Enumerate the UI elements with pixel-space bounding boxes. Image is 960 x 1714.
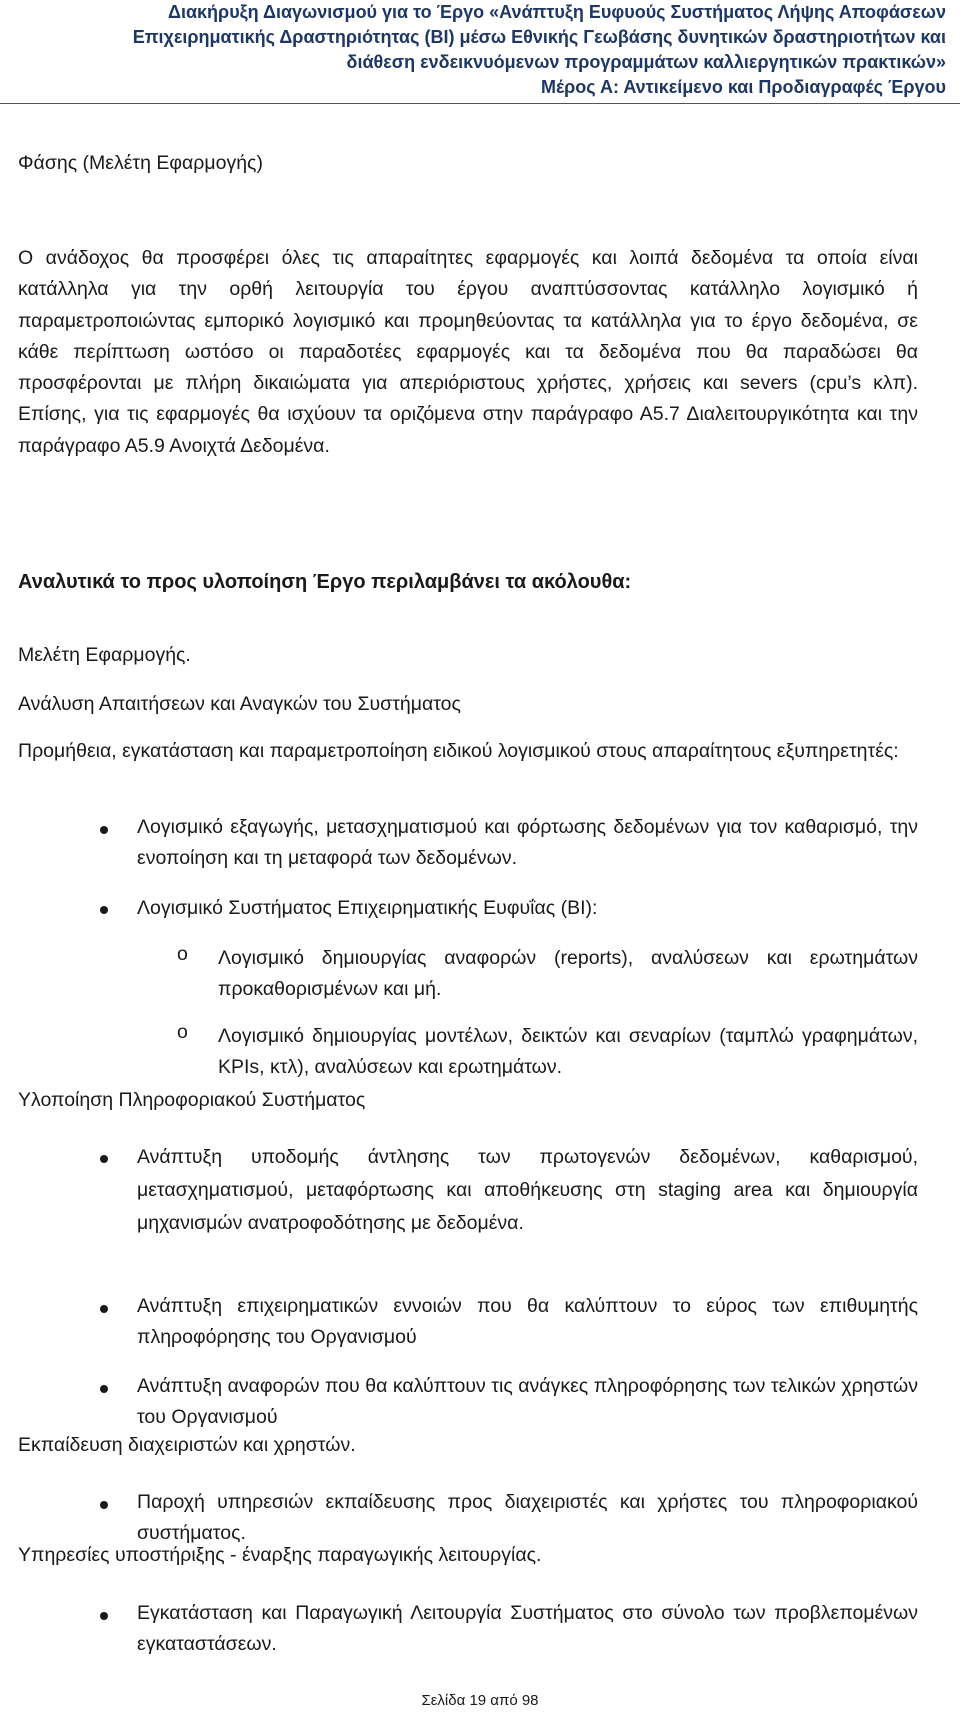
header-line-4: Μέρος Α: Αντικείμενο και Προδιαγραφές Έργου [541, 77, 946, 97]
intro-paragraph: Ο ανάδοχος θα προσφέρει όλες τις απαραίτητες εφαρμογές και λοιπά δεδομένα τα οποία είναι κατάλληλα για την ορθή λειτουργία του έργου αναπτύσσοντας κατάλληλο λογισμικό ή παραμετροποιώντας εμπορικό λογισμικό και προμηθεύοντας τα κατάλληλα για το έργο δεδομένα, σε κάθε περίπτωση ωστόσο οι παραδοτέες εφαρμογές και τα δεδομένα που θα παραδώσει θα προσφέρονται με πλήρη δικαιώματα για απεριόριστους χρήστες, χρήσεις και severs (cpu’s κλπ). Επίσης, για τις εφαρμογές θα ισχύουν τα οριζόμενα στην παράγραφο Α5.7 Διαλειτουργικότητα και την παράγραφο Α5.9 Ανοιχτά Δεδομένα. [18, 247, 918, 457]
bi-sub-item-2: Λογισμικό δημιουργίας μοντέλων, δεικτών και σεναρίων (ταμπλώ γραφημάτων, KPIs, κτλ), αναλύσεων και ερωτημάτων. [218, 1025, 918, 1078]
procurement-bullet-2: Λογισμικό Συστήματος Επιχειρηματικής Ευφυΐας (BI): [137, 897, 598, 919]
header-line-3: διάθεση ενδεικνυόμενων προγραμμάτων καλλιεργητικών πρακτικών» [346, 52, 946, 72]
section-heading: Αναλυτικά το προς υλοποίηση Έργο περιλαμβάνει τα ακόλουθα: [18, 571, 632, 593]
header-line-1: Διακήρυξη Διαγωνισμού για το Έργο «Ανάπτυξη Ευφυούς Συστήματος Λήψης Αποφάσεων [168, 2, 946, 22]
page-number: Σελίδα 19 από 98 [421, 1692, 539, 1709]
implementation-title: Υλοποίηση Πληροφοριακού Συστήματος [18, 1089, 366, 1111]
bullet-icon [100, 1612, 108, 1620]
training-title: Εκπαίδευση διαχειριστών και χρηστών. [18, 1434, 356, 1456]
procurement-paragraph: Προμήθεια, εγκατάσταση και παραμετροποίηση ειδικού λογισμικού στους απαραίτητους εξυπηρετητές: [18, 740, 899, 762]
sub-bullet-marker: o [177, 1021, 188, 1043]
training-bullet-1: Παροχή υπηρεσιών εκπαίδευσης προς διαχειριστές και χρήστες του πληροφοριακού συστήματος. [137, 1491, 918, 1544]
header-line-2: Επιχειρηματικής Δραστηριότητας (BI) μέσω Εθνικής Γεωβάσης δυνητικών δραστηριοτήτων και [132, 27, 946, 47]
sub-bullet-marker: o [177, 943, 188, 965]
implementation-bullet-1: Ανάπτυξη υποδομής άντλησης των πρωτογενών δεδομένων, καθαρισμού, μετασχηματισμού, μεταφόρτωσης και αποθήκευσης στη staging area και δημιουργία μηχανισμών ανατροφοδότησης με δεδομένα. [137, 1146, 918, 1234]
study-title: Μελέτη Εφαρμογής. [18, 644, 191, 666]
bullet-icon [100, 906, 108, 914]
bullet-icon [100, 1305, 108, 1313]
support-bullet-1: Εγκατάσταση και Παραγωγική Λειτουργία Συστήματος στο σύνολο των προβλεπομένων εγκαταστάσεων. [137, 1602, 918, 1655]
implementation-bullet-3: Ανάπτυξη αναφορών που θα καλύπτουν τις ανάγκες πληροφόρησης των τελικών χρηστών του Οργανισμού [137, 1375, 918, 1428]
header-divider [0, 103, 960, 104]
bullet-icon [100, 1385, 108, 1393]
bullet-icon [100, 1155, 108, 1163]
requirements-title: Ανάλυση Απαιτήσεων και Αναγκών του Συστήματος [18, 693, 461, 715]
phase-title: Φάσης (Μελέτη Εφαρμογής) [18, 152, 263, 174]
bullet-icon [100, 1501, 108, 1509]
procurement-bullet-1: Λογισμικό εξαγωγής, μετασχηματισμού και φόρτωσης δεδομένων για τον καθαρισμό, την ενοποίηση και τη μεταφορά των δεδομένων. [137, 816, 918, 869]
bullet-icon [100, 826, 108, 834]
bi-sub-item-1: Λογισμικό δημιουργίας αναφορών (reports), αναλύσεων και ερωτημάτων προκαθορισμένων και μή. [218, 947, 918, 1000]
support-title: Υπηρεσίες υποστήριξης - έναρξης παραγωγικής λειτουργίας. [18, 1544, 542, 1566]
document-header [6, 0, 946, 100]
implementation-bullet-2: Ανάπτυξη επιχειρηματικών εννοιών που θα καλύπτουν το εύρος των επιθυμητής πληροφόρησης του Οργανισμού [137, 1295, 918, 1348]
